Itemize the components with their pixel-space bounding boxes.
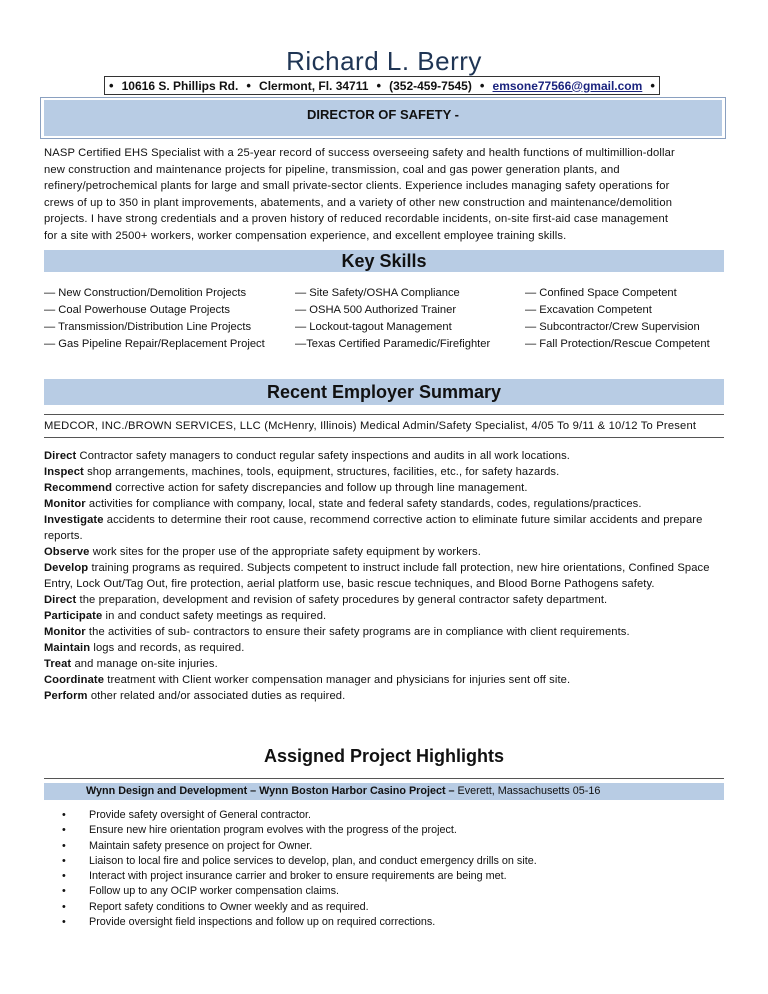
resume-name: Richard L. Berry xyxy=(286,46,482,76)
duty-item: Inspect shop arrangements, machines, tools, equipment, structures, facilities, etc., for safety hazards. xyxy=(44,466,560,478)
address: 10616 S. Phillips Rd. xyxy=(121,78,239,93)
duty-item: Participate in and conduct safety meetings as required. xyxy=(44,610,327,622)
project-location: Everett, Massachusetts 05-16 xyxy=(454,785,601,797)
summary-line: projects. I have strong credentials and a proven history of reduced recordable incidents, on-site first-aid case management xyxy=(44,213,669,225)
list-item: • Interact with project insurance carrier and broker to ensure requirements are being met. xyxy=(62,869,537,884)
duty-item: Observe work sites for the proper use of the appropriate safety equipment by workers. xyxy=(44,546,481,558)
summary-line: crews of up to 350 in plant improvements, abatements, and a variety of other new construction and maintenance/demolition xyxy=(44,196,673,209)
bullet-icon: • xyxy=(62,824,66,837)
phone: (352-459-7545) xyxy=(389,78,472,93)
duty-item: Direct Contractor safety managers to conduct regular safety inspections and audits in all work locations. xyxy=(44,450,571,462)
bullet-icon: • xyxy=(62,870,66,883)
skill-item: — Transmission/Distribution Line Projects xyxy=(44,321,252,333)
contact-bar xyxy=(104,76,660,95)
list-item: • Provide safety oversight of General contractor. xyxy=(62,808,537,823)
email-link[interactable]: emsone77566@gmail.com xyxy=(492,78,643,93)
duty-item: Investigate accidents to determine their root cause, recommend corrective action to eliminate future similar accidents and prepare reports. xyxy=(44,514,703,542)
bullet-icon: • xyxy=(650,78,655,93)
bullet-icon: • xyxy=(62,854,66,867)
divider xyxy=(44,414,724,415)
list-item: • Follow up to any OCIP worker compensation claims. xyxy=(62,884,537,899)
employer-heading: Recent Employer Summary xyxy=(44,379,724,405)
skill-item: — Confined Space Competent xyxy=(525,287,677,299)
skill-item: — New Construction/Demolition Projects xyxy=(44,287,247,299)
city: Clermont, Fl. 34711 xyxy=(259,78,369,93)
projects-heading: Assigned Project Highlights xyxy=(263,746,505,766)
bullet-icon: • xyxy=(62,900,66,913)
project-title-band xyxy=(44,783,724,800)
duties-list xyxy=(44,448,724,704)
skill-item: —Texas Certified Paramedic/Firefighter xyxy=(295,338,491,350)
bullet-icon: • xyxy=(62,885,66,898)
skill-item: — Excavation Competent xyxy=(525,304,652,316)
job-title: DIRECTOR OF SAFETY - xyxy=(44,100,722,136)
duty-item: Maintain logs and records, as required. xyxy=(44,642,245,654)
skill-item: — Fall Protection/Rescue Competent xyxy=(525,338,710,350)
summary xyxy=(44,145,724,244)
project-name: Wynn Design and Development – Wynn Boston Harbor Casino Project – xyxy=(86,785,455,797)
divider xyxy=(44,437,724,438)
key-skills-heading: Key Skills xyxy=(44,250,724,272)
skill-item: — Subcontractor/Crew Supervision xyxy=(525,321,700,333)
bullet-icon: • xyxy=(62,809,66,821)
duty-item: Coordinate treatment with Client worker compensation manager and physicians for injuries sent off site. xyxy=(44,674,571,686)
skills-column-3 xyxy=(525,285,710,353)
summary-line: refinery/petrochemical plants for large and small private-sector clients. Experience includes managing safety operations for xyxy=(44,180,670,192)
list-item: • Provide oversight field inspections and follow up on required corrections. xyxy=(62,915,537,930)
duty-item: Direct the preparation, development and revision of safety procedures by general contractor safety department. xyxy=(44,594,608,606)
duty-item: Recommend corrective action for safety discrepancies and follow up through line management. xyxy=(44,482,528,494)
skill-item: — Coal Powerhouse Outage Projects xyxy=(44,304,230,316)
summary-line: NASP Certified EHS Specialist with a 25-year record of success overseeing safety and health functions of multimillion-dollar xyxy=(44,147,675,159)
skill-item: — Gas Pipeline Repair/Replacement Project xyxy=(44,338,265,350)
bullet-icon: • xyxy=(479,78,485,93)
list-item: • Report safety conditions to Owner weekly and as required. xyxy=(62,900,537,915)
project-bullets xyxy=(62,808,537,930)
skills-column-2 xyxy=(295,285,490,353)
divider xyxy=(44,778,724,779)
bullet-icon: • xyxy=(376,78,382,93)
skill-item: — OSHA 500 Authorized Trainer xyxy=(295,304,457,316)
bullet-icon: • xyxy=(246,78,251,93)
employer-line: MEDCOR, INC./BROWN SERVICES, LLC (McHenry, Illinois) Medical Admin/Safety Specialist, 4/05 To 9/11 & 10/12 To Present xyxy=(44,420,697,432)
bullet-icon: • xyxy=(62,916,66,929)
bullet-icon: • xyxy=(109,78,114,93)
skill-item: — Site Safety/OSHA Compliance xyxy=(295,287,460,299)
bullet-icon: • xyxy=(62,839,66,852)
duty-item: Develop training programs as required. Subjects competent to instruct include fall protection, new hire orientations, Confined Space Entry, Lock Out/Tag Out, fire protection, aerial platform use, basic rescue techniques, and Blood Borne Pathogens safety. xyxy=(44,562,710,590)
summary-line: for a site with 2500+ workers, worker compensation experience, and excellent employee training skills. xyxy=(44,229,567,242)
list-item: • Maintain safety presence on project for Owner. xyxy=(62,839,537,854)
duty-item: Treat and manage on-site injuries. xyxy=(44,658,218,670)
skill-item: — Lockout-tagout Management xyxy=(295,321,452,333)
list-item: • Ensure new hire orientation program evolves with the progress of the project. xyxy=(62,823,537,838)
duty-item: Monitor the activities of sub- contractors to ensure their safety programs are in compliance with client requirements. xyxy=(44,626,630,638)
summary-line: new construction and maintenance projects for pipeline, transmission, coal and gas power generation plants, and xyxy=(44,163,620,176)
duty-item: Monitor activities for compliance with company, local, state and federal safety standards, codes, regulations/practices. xyxy=(44,498,642,510)
skills-column-1 xyxy=(44,285,265,353)
duty-item: Perform other related and/or associated duties as required. xyxy=(44,690,346,702)
list-item: • Liaison to local fire and police services to develop, plan, and conduct emergency drills on site. xyxy=(62,854,537,869)
